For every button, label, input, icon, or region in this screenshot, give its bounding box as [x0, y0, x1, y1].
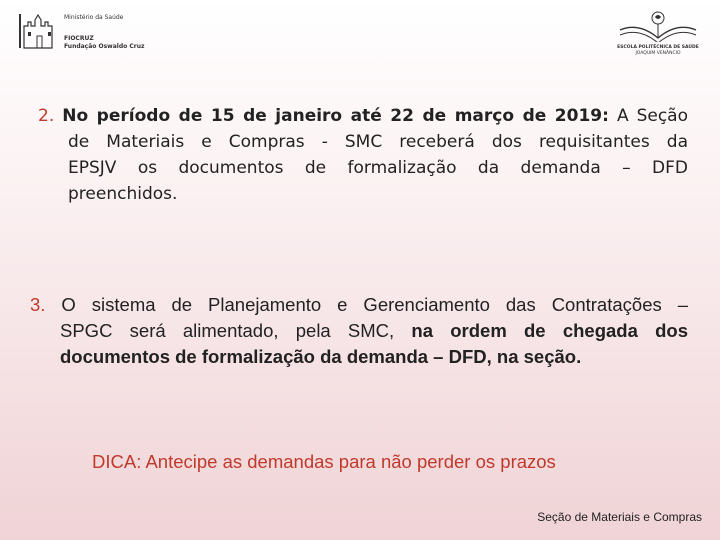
footer-label: Seção de Materiais e Compras — [537, 510, 702, 524]
book-heart-icon — [610, 8, 706, 42]
fiocruz-label: FIOCRUZ — [64, 35, 94, 42]
fiocruz-logo — [18, 6, 158, 52]
castle-icon — [18, 6, 62, 50]
item-2-number: 2. — [38, 106, 55, 126]
item-3-paragraph — [30, 292, 688, 370]
item-2-line-2: de Materiais e Compras - SMC receberá dos requisitantes da — [68, 132, 688, 152]
item-2-line-1: 2. No período de 15 de janeiro até 22 de março de 2019: A Seção — [38, 106, 688, 126]
item-3-line-2: SPGC será alimentado, pela SMC, na ordem de chegada dos — [60, 320, 688, 341]
item-3-line-1: 3. O sistema de Planejamento e Gerenciamento das Contratações – — [30, 294, 688, 315]
item-2-date-range: No período de 15 de janeiro até 22 de março de 2019: — [62, 106, 609, 126]
foundation-label: Fundação Oswaldo Cruz — [64, 43, 145, 50]
tip-text: DICA: Antecipe as demandas para não perder os prazos — [92, 451, 556, 472]
item-2-line-3: EPSJV os documentos de formalização da demanda – DFD — [68, 158, 688, 178]
ministry-label: Ministério da Saúde — [64, 14, 124, 21]
school-subtitle: JOAQUIM VENÂNCIO — [635, 51, 681, 56]
school-name: ESCOLA POLITÉCNICA DE SAÚDE — [617, 45, 699, 50]
item-2-line-4: preenchidos. — [68, 184, 178, 204]
item-2-paragraph — [38, 103, 688, 207]
item-3-line-3: documentos de formalização da demanda – DFD, na seção. — [60, 346, 582, 367]
item-3-number: 3. — [30, 294, 46, 315]
epsjv-logo — [610, 8, 706, 60]
